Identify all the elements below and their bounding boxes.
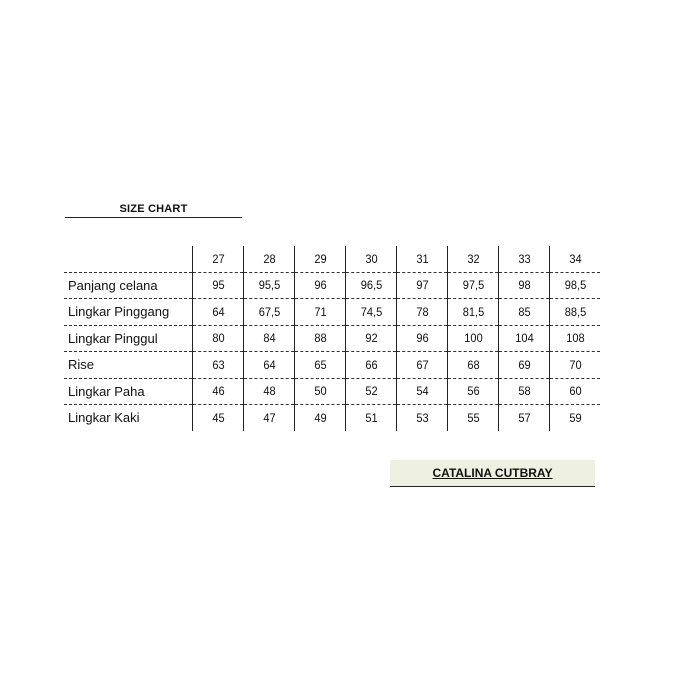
measurement-value: 97 bbox=[399, 272, 446, 299]
size-table bbox=[64, 246, 600, 431]
measurement-value: 56 bbox=[450, 378, 497, 405]
measurement-label: Lingkar Pinggul bbox=[64, 325, 193, 352]
measurement-value: 68 bbox=[450, 352, 497, 379]
measurement-value: 92 bbox=[348, 325, 395, 352]
measurement-value: 74,5 bbox=[348, 299, 395, 326]
measurement-value: 96 bbox=[297, 272, 344, 299]
measurement-value: 67,5 bbox=[246, 299, 293, 326]
size-header: 33 bbox=[501, 246, 548, 272]
measurement-value: 60 bbox=[552, 378, 598, 405]
measurement-value: 98,5 bbox=[552, 272, 598, 299]
measurement-label: Lingkar Kaki bbox=[64, 405, 193, 431]
measurement-value: 98 bbox=[501, 272, 548, 299]
measurement-label: Lingkar Paha bbox=[64, 378, 193, 405]
measurement-value: 96 bbox=[399, 325, 446, 352]
measurement-label: Panjang celana bbox=[64, 272, 193, 299]
measurement-value: 80 bbox=[195, 325, 242, 352]
measurement-value: 58 bbox=[501, 378, 548, 405]
measurement-value: 84 bbox=[246, 325, 293, 352]
measurement-value: 49 bbox=[297, 405, 344, 431]
size-header: 28 bbox=[246, 246, 293, 272]
measurement-value: 66 bbox=[348, 352, 395, 379]
size-chart-title: SIZE CHART bbox=[65, 203, 242, 218]
table-row bbox=[64, 378, 600, 405]
measurement-value: 55 bbox=[450, 405, 497, 431]
measurement-value: 85 bbox=[501, 299, 548, 326]
measurement-value: 47 bbox=[246, 405, 293, 431]
measurement-value: 46 bbox=[195, 378, 242, 405]
measurement-value: 97,5 bbox=[450, 272, 497, 299]
measurement-value: 48 bbox=[246, 378, 293, 405]
size-header: 32 bbox=[450, 246, 497, 272]
header-empty-cell bbox=[64, 246, 193, 272]
measurement-value: 70 bbox=[552, 352, 598, 379]
size-header: 30 bbox=[348, 246, 395, 272]
measurement-value: 104 bbox=[501, 325, 548, 352]
table-row bbox=[64, 352, 600, 379]
size-header-row bbox=[64, 246, 600, 272]
measurement-value: 57 bbox=[501, 405, 548, 431]
measurement-value: 51 bbox=[348, 405, 395, 431]
measurement-value: 45 bbox=[195, 405, 242, 431]
measurement-value: 64 bbox=[246, 352, 293, 379]
size-header: 34 bbox=[552, 246, 598, 272]
measurement-value: 95,5 bbox=[246, 272, 293, 299]
measurement-label: Rise bbox=[64, 352, 193, 379]
measurement-value: 52 bbox=[348, 378, 395, 405]
measurement-label: Lingkar Pinggang bbox=[64, 299, 193, 326]
measurement-value: 53 bbox=[399, 405, 446, 431]
product-name-badge: CATALINA CUTBRAY bbox=[390, 460, 595, 487]
measurement-value: 95 bbox=[195, 272, 242, 299]
measurement-value: 100 bbox=[450, 325, 497, 352]
measurement-value: 69 bbox=[501, 352, 548, 379]
table-row bbox=[64, 325, 600, 352]
size-header: 27 bbox=[195, 246, 242, 272]
table-row bbox=[64, 272, 600, 299]
measurement-value: 63 bbox=[195, 352, 242, 379]
measurement-value: 108 bbox=[552, 325, 598, 352]
table-row bbox=[64, 299, 600, 326]
measurement-value: 96,5 bbox=[348, 272, 395, 299]
measurement-value: 65 bbox=[297, 352, 344, 379]
table-row bbox=[64, 405, 600, 431]
size-header: 29 bbox=[297, 246, 344, 272]
measurement-value: 81,5 bbox=[450, 299, 497, 326]
measurement-value: 64 bbox=[195, 299, 242, 326]
measurement-value: 54 bbox=[399, 378, 446, 405]
measurement-value: 78 bbox=[399, 299, 446, 326]
measurement-value: 50 bbox=[297, 378, 344, 405]
measurement-value: 71 bbox=[297, 299, 344, 326]
measurement-value: 67 bbox=[399, 352, 446, 379]
measurement-value: 59 bbox=[552, 405, 598, 431]
measurement-value: 88 bbox=[297, 325, 344, 352]
size-header: 31 bbox=[399, 246, 446, 272]
measurement-value: 88,5 bbox=[552, 299, 598, 326]
